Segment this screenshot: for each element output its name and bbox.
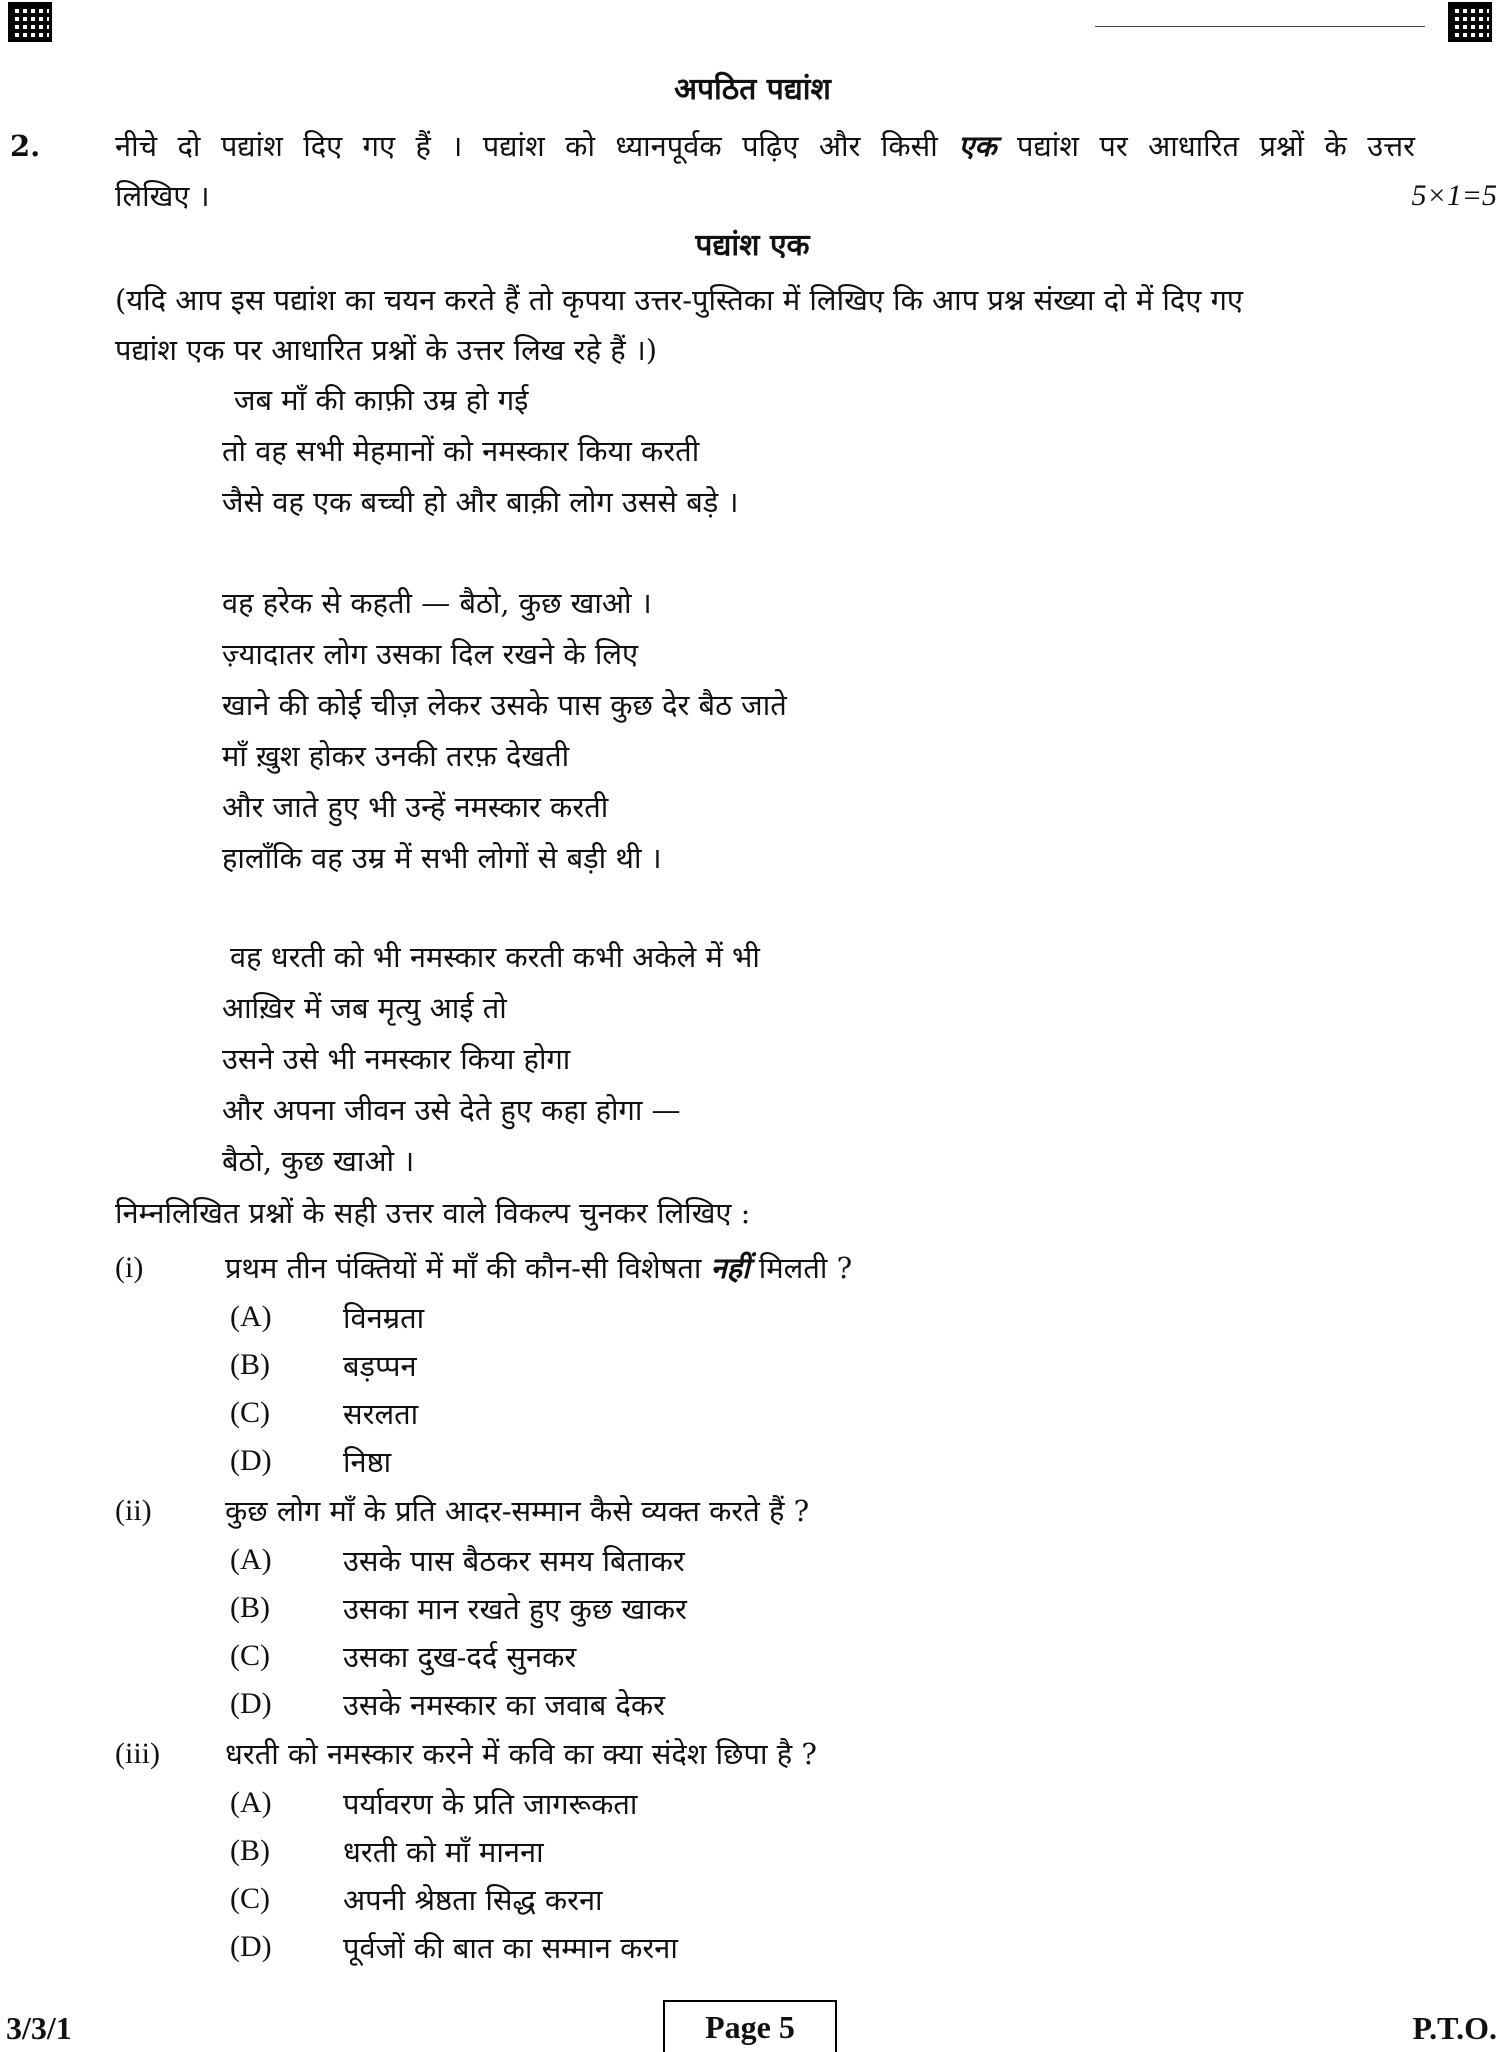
question-text: प्रथम तीन पंक्तियों में माँ की कौन-सी विशेषता नहीं मिलती ?: [225, 1251, 853, 1285]
please-turn-over: P.T.O.: [1412, 2010, 1497, 2046]
marks: 5×1=5: [1411, 179, 1497, 212]
option-a[interactable]: (A) पर्यावरण के प्रति जागरूकता: [230, 1786, 638, 1821]
section-title: अपठित पद्यांश: [674, 72, 831, 107]
question-text: धरती को नमस्कार करने में कवि का क्या संदेश छिपा है ?: [225, 1737, 817, 1771]
question-instruction: नीचे दो पद्यांश दिए गए हैं । पद्यांश को ध्यानपूर्वक पढ़िए और किसी एक पद्यांश पर आधारित प्रश्नों के उत्तर: [115, 129, 1415, 163]
option-d[interactable]: (D) उसके नमस्कार का जवाब देकर: [230, 1687, 666, 1722]
passage-note-line2: पद्यांश एक पर आधारित प्रश्नों के उत्तर लिख रहे हैं ।): [115, 333, 658, 367]
answer-instructions: निम्नलिखित प्रश्नों के सही उत्तर वाले विकल्प चुनकर लिखिए :: [115, 1196, 751, 1230]
question-number: 2.: [10, 129, 41, 163]
emphasis-ek: एक: [958, 129, 997, 163]
option-c[interactable]: (C) सरलता: [230, 1396, 419, 1431]
poem-stanza-1: जब माँ की काफ़ी उम्र हो गई तो वह सभी मेहमानों को नमस्कार किया करती जैसे वह एक बच्ची हो और बाक़ी लोग उससे बड़े ।: [222, 383, 739, 519]
option-b[interactable]: (B) उसका मान रखते हुए कुछ खाकर: [230, 1591, 687, 1626]
page-number: Page 5: [663, 2000, 837, 2052]
question-ii: (ii) कुछ लोग माँ के प्रति आदर-सम्मान कैसे व्यक्त करते हैं ? (A) उसके पास बैठकर समय बिताकर (B) उसका मान रखते हुए कुछ खाकर (C) उसका दुख-दर्द सुनकर (D) उसके नमस्कार का जवाब देकर: [115, 1485, 852, 1728]
option-b[interactable]: (B) बड़प्पन: [230, 1348, 417, 1383]
question-i: (i) प्रथम तीन पंक्तियों में माँ की कौन-सी विशेषता नहीं मिलती ? (A) विनम्रता (B) बड़प्पन (C) सरलता (D) निष्ठा: [115, 1242, 852, 1485]
option-a[interactable]: (A) उसके पास बैठकर समय बिताकर: [230, 1543, 685, 1578]
poem-stanza-2: वह हरेक से कहती — बैठो, कुछ खाओ । ज़्यादातर लोग उसका दिल रखने के लिए खाने की कोई चीज़ लेकर उसके पास कुछ देर बैठ जाते माँ ख़ुश होकर उनकी तरफ़ देखती और जाते हुए भी उन्हें नमस्कार करती हालाँकि वह उम्र में सभी लोगों से बड़ी थी ।: [222, 586, 787, 875]
qr-code-right: [1448, 2, 1492, 42]
passage-title: पद्यांश एक: [695, 228, 810, 263]
paper-code: 3/3/1: [6, 2010, 72, 2046]
poem-stanza-3: वह धरती को भी नमस्कार करती कभी अकेले में भी आख़िर में जब मृत्यु आई तो उसने उसे भी नमस्कार किया होगा और अपना जीवन उसे देते हुए कहा होगा — बैठो, कुछ खाओ ।: [222, 940, 760, 1178]
option-c[interactable]: (C) अपनी श्रेष्ठता सिद्ध करना: [230, 1882, 603, 1917]
option-a[interactable]: (A) विनम्रता: [230, 1300, 425, 1335]
question-list: [115, 1242, 852, 1971]
option-c[interactable]: (C) उसका दुख-दर्द सुनकर: [230, 1639, 577, 1674]
top-divider: [1095, 26, 1425, 27]
qr-code-left: [8, 2, 52, 42]
option-b[interactable]: (B) धरती को माँ मानना: [230, 1834, 544, 1869]
question-text: कुछ लोग माँ के प्रति आदर-सम्मान कैसे व्यक्त करते हैं ?: [225, 1494, 810, 1528]
question-iii: (iii) धरती को नमस्कार करने में कवि का क्या संदेश छिपा है ? (A) पर्यावरण के प्रति जागरूकता (B) धरती को माँ मानना (C) अपनी श्रेष्ठता सिद्ध करना (D) पूर्वजों की बात का सम्मान करना: [115, 1728, 852, 1971]
passage-note-line1: (यदि आप इस पद्यांश का चयन करते हैं तो कृपया उत्तर-पुस्तिका में लिखिए कि आप प्रश्न संख्या दो में दिए गए: [115, 283, 1243, 317]
option-d[interactable]: (D) पूर्वजों की बात का सम्मान करना: [230, 1930, 678, 1965]
question-instruction-line2: लिखिए ।: [115, 179, 210, 213]
option-d[interactable]: (D) निष्ठा: [230, 1444, 392, 1479]
